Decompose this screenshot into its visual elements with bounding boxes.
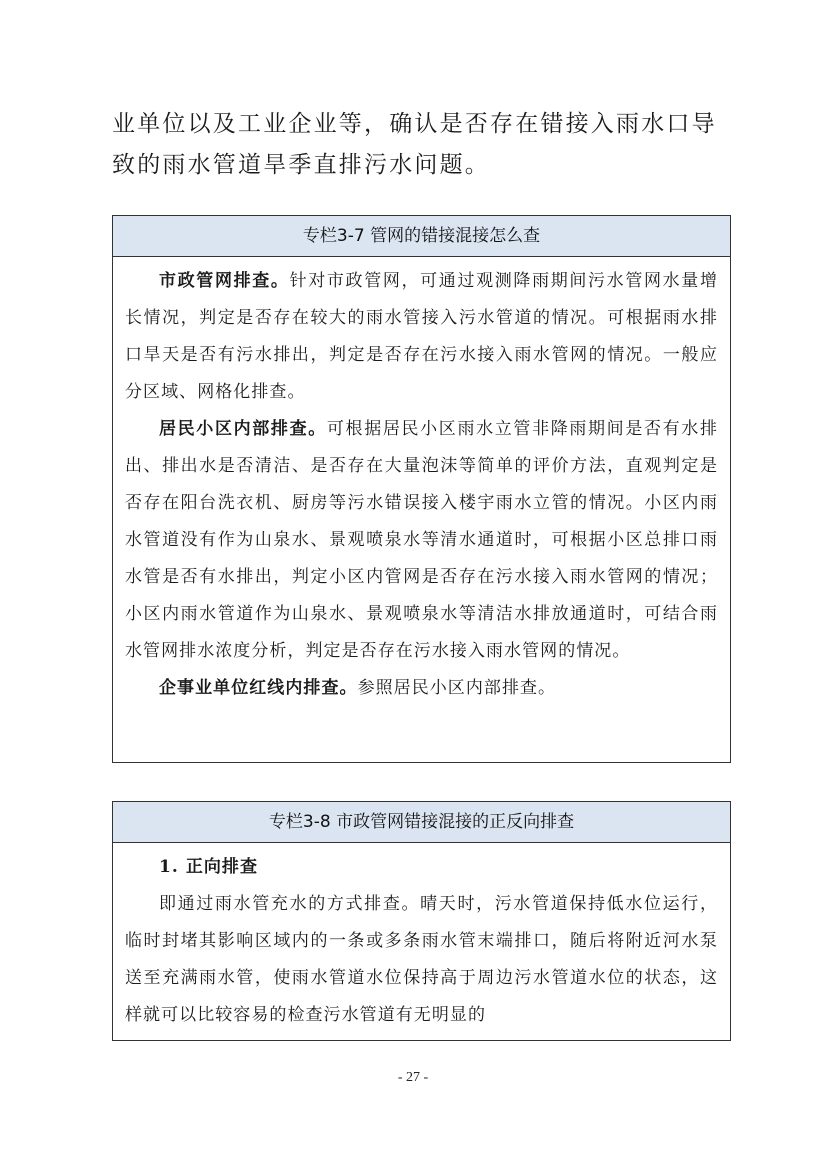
box-title: 专栏3-7 管网的错接混接怎么查 (113, 216, 730, 257)
box-body (113, 257, 730, 707)
box-paragraph: 即通过雨水管充水的方式排查。晴天时，污水管道保持低水位运行，临时封堵其影响区域内的一条或多条雨水管末端排口，随后将附近河水泵送至充满雨水管，使雨水管道水位保持高于周边污水管道水位的状态，这样就可以比较容易的检查污水管道有无明显的 (125, 894, 718, 1025)
sidebar-box-3-8 (112, 801, 731, 1041)
box-paragraph (125, 411, 718, 670)
box-paragraph (125, 670, 718, 707)
sidebar-box-3-7 (112, 215, 731, 763)
box-body (113, 843, 730, 1034)
intro-paragraph: 业单位以及工业企业等，确认是否存在错接入雨水口导致的雨水管道旱季直排污水问题。 (112, 111, 717, 178)
paragraph-text: 针对市政管网，可通过观测降雨期间污水管网水量增长情况，判定是否存在较大的雨水管接入污水管道的情况。可根据雨水排口旱天是否有污水排出，判定是否存在污水接入雨水管网的情况。一般应分区域、网格化排查。 (125, 271, 718, 402)
paragraph-text: 参照居民小区内部排查。 (357, 678, 557, 698)
paragraph-text: 可根据居民小区雨水立管非降雨期间是否有水排出、排出水是否清洁、是否存在大量泡沫等简单的评价方法，直观判定是否存在阳台洗衣机、厨房等污水错误接入楼宇雨水立管的情况。小区内雨水管道没有作为山泉水、景观喷泉水等清水通道时，可根据小区总排口雨水管是否有水排出，判定小区内管网是否存在污水接入雨水管网的情况；小区内雨水管道作为山泉水、景观喷泉水等清洁水排放通道时，可结合雨水管网排水浓度分析，判定是否存在污水接入雨水管网的情况。 (125, 419, 718, 661)
box-title: 专栏3-8 市政管网错接混接的正反向排查 (113, 802, 730, 843)
box-subheading: 1. 正向排查 (159, 857, 259, 877)
paragraph-lead: 企事业单位红线内排查。 (159, 678, 358, 698)
box-paragraph (125, 263, 718, 411)
page-number: - 27 - (397, 1070, 429, 1085)
paragraph-lead: 市政管网排查。 (159, 271, 290, 291)
paragraph-lead: 居民小区内部排查。 (159, 419, 327, 439)
